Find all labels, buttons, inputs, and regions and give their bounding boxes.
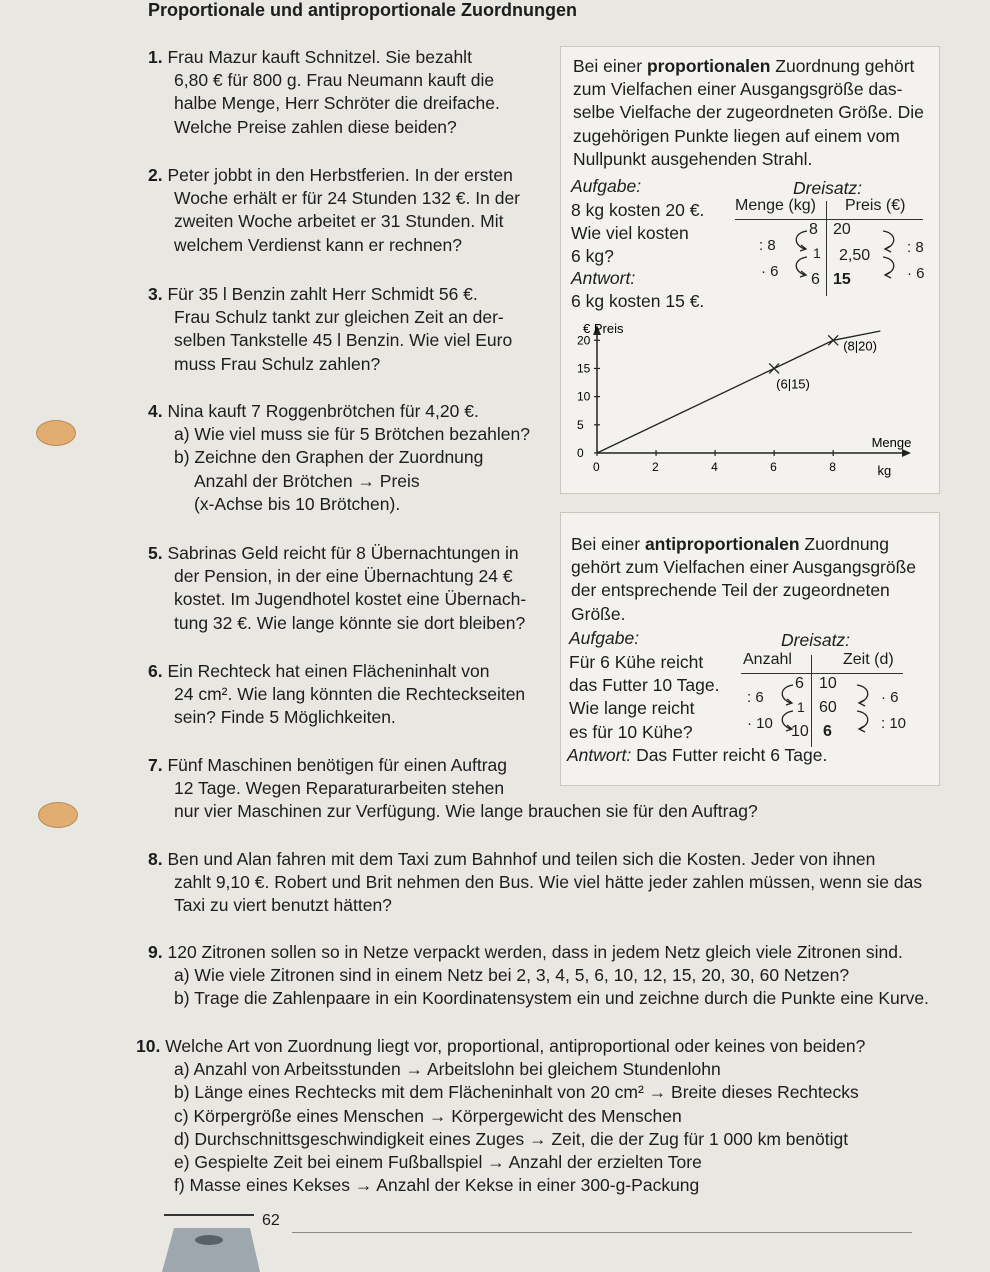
task-number: 1. <box>148 47 163 67</box>
task-text: b) Länge eines Rechtecks mit dem Flächeninhalt von 20 cm² → Breite dieses Rechtecks <box>174 1082 859 1103</box>
task-text: halbe Menge, Herr Schröter die dreifache. <box>174 93 500 114</box>
y-tick-label: 5 <box>577 417 584 432</box>
y-tick-label: 10 <box>577 389 591 404</box>
dreisatz-label: Dreisatz: <box>793 178 863 198</box>
antwort-text: 6 kg kosten 15 €. <box>571 291 705 311</box>
task-text: (x-Achse bis 10 Brötchen). <box>194 493 401 514</box>
y-tick-label: 0 <box>577 446 584 460</box>
table-cell: 6 <box>811 271 820 288</box>
table-cell: 1 <box>797 699 805 715</box>
task-number: 8. <box>148 849 163 869</box>
task-text: Welche Art von Zuordnung liegt vor, proportional, antiproportional oder keines von beiden? <box>165 1036 866 1056</box>
table-rule <box>741 673 903 674</box>
table-header: Preis (€) <box>845 197 906 214</box>
table-rule <box>735 219 923 220</box>
box-keyword: proportionalen <box>646 56 771 76</box>
task-text: Ein Rechteck hat einen Flächeninhalt von <box>167 661 490 681</box>
box-text: Zuordnung <box>799 534 890 554</box>
antwort-label: Antwort: <box>567 745 632 765</box>
box-text: Nullpunkt ausgehenden Strahl. <box>573 148 813 169</box>
aufgabe-text: Wie viel kosten <box>571 223 689 244</box>
task-text: muss Frau Schulz zahlen? <box>174 353 381 374</box>
task-text: b) Trage die Zahlenpaare in ein Koordinatensystem ein und zeichne durch die Punkte eine Kurve. <box>174 988 929 1009</box>
table-cell: 20 <box>833 221 851 238</box>
task-3 <box>148 283 548 376</box>
table-header: Anzahl <box>743 651 792 668</box>
task-number: 6. <box>148 661 163 681</box>
task-4 <box>148 400 548 516</box>
task-number: 9. <box>148 942 163 962</box>
box-text: selbe Vielfache der zugeordneten Größe. Die <box>573 102 924 123</box>
task-text: nur vier Maschinen zur Verfügung. Wie lange brauchen sie für den Auftrag? <box>174 801 758 822</box>
task-text: a) Wie viele Zitronen sind in einem Netz bei 2, 3, 4, 5, 6, 10, 12, 15, 20, 30, 60 Netzen? <box>174 965 850 986</box>
task-text: e) Gespielte Zeit bei einem Fußballspiel → Anzahl der erzielten Tore <box>174 1152 702 1173</box>
box-text: zugehörigen Punkte liegen auf einem vom <box>573 125 900 146</box>
series-line <box>597 331 880 453</box>
data-point-marker <box>769 363 779 373</box>
table-cell: 10 <box>791 723 809 740</box>
box-text: Zuordnung gehört <box>770 56 915 76</box>
table-header: Menge (kg) <box>735 197 816 214</box>
task-text: 6,80 € für 800 g. Frau Neumann kauft die <box>174 70 495 91</box>
task-text: kostet. Im Jugendhotel kostet eine Übernach- <box>174 589 527 610</box>
aufgabe-text: es für 10 Kühe? <box>569 721 693 742</box>
task-text: selben Tankstelle 45 l Benzin. Wie viel Euro <box>174 330 513 351</box>
task-text: Taxi zu viert benutzt hätten? <box>174 895 392 916</box>
operation-label: · 10 <box>747 715 773 732</box>
table-cell: 15 <box>833 271 851 288</box>
task-number: 10. <box>136 1036 161 1056</box>
task-text: 12 Tage. Wegen Reparaturarbeiten stehen <box>174 778 505 799</box>
table-cell: 8 <box>809 221 818 238</box>
box-keyword: antiproportionalen <box>644 534 800 554</box>
data-point-label: (6|15) <box>776 376 810 392</box>
task-number: 3. <box>148 284 163 304</box>
task-text: Frau Schulz tankt zur gleichen Zeit an der- <box>174 307 504 328</box>
task-number: 2. <box>148 165 163 185</box>
aufgabe-label: Aufgabe: <box>571 176 642 196</box>
box-text: Bei einer <box>573 56 647 76</box>
table-cell: 6 <box>795 675 804 692</box>
task-text: Für 35 l Benzin zahlt Herr Schmidt 56 €. <box>167 284 478 304</box>
table-cell: 10 <box>819 675 837 692</box>
task-text: Peter jobbt in den Herbstferien. In der ersten <box>167 165 513 185</box>
aufgabe-text: das Futter 10 Tage. <box>569 675 720 696</box>
task-number: 4. <box>148 401 163 421</box>
info-box-proportional <box>560 46 940 494</box>
left-arrows <box>771 679 801 751</box>
task-text: b) Zeichne den Graphen der Zuordnung <box>174 447 484 468</box>
task-text: tung 32 €. Wie lange könnte sie dort bleiben? <box>174 612 526 633</box>
task-1 <box>148 46 548 139</box>
page-number: 62 <box>262 1212 280 1229</box>
antwort-text: Das Futter reicht 6 Tage. <box>631 745 828 765</box>
task-text: 120 Zitronen sollen so in Netze verpackt werden, dass in jedem Netz gleich viele Zitronen sind. <box>167 942 903 962</box>
footer-line <box>292 1232 912 1233</box>
binder-hole <box>38 802 78 828</box>
task-6 <box>148 660 548 730</box>
operation-label: : 6 <box>747 689 764 706</box>
right-arrows <box>849 679 879 751</box>
y-axis-label: € Preis <box>583 321 624 336</box>
operation-label: · 6 <box>761 263 779 280</box>
task-text: a) Wie viel muss sie für 5 Brötchen bezahlen? <box>174 424 530 445</box>
footer-decoration <box>154 1222 264 1272</box>
aufgabe-text: Für 6 Kühe reicht <box>569 652 704 672</box>
x-tick-label: 0 <box>593 460 600 474</box>
data-point-label: (8|20) <box>843 338 877 354</box>
table-cell: 1 <box>813 245 821 261</box>
task-text: Anzahl der Brötchen → Preis <box>194 470 420 491</box>
x-tick-label: 6 <box>770 460 777 474</box>
aufgabe-text: 6 kg? <box>571 246 614 267</box>
task-text: Fünf Maschinen benötigen für einen Auftrag <box>167 755 508 775</box>
footer-rule <box>164 1214 254 1216</box>
y-tick-label: 15 <box>577 361 591 376</box>
task-text: Frau Mazur kauft Schnitzel. Sie bezahlt <box>167 47 472 67</box>
task-text: f) Masse eines Kekses → Anzahl der Kekse in einer 300-g-Packung <box>174 1175 700 1196</box>
left-arrows <box>785 225 815 297</box>
table-rule <box>811 655 812 747</box>
task-text: a) Anzahl von Arbeitsstunden → Arbeitslohn bei gleichem Stundenlohn <box>174 1059 721 1080</box>
task-text: 24 cm². Wie lang könnten die Rechteckseiten <box>174 684 526 705</box>
operation-label: : 8 <box>759 237 776 254</box>
dreisatz-label: Dreisatz: <box>781 630 851 650</box>
task-text: Sabrinas Geld reicht für 8 Übernachtungen in <box>167 543 519 563</box>
task-number: 5. <box>148 543 163 563</box>
operation-label: : 8 <box>907 239 924 256</box>
table-rule <box>826 201 827 296</box>
task-text: der Pension, in der eine Übernachtung 24 € <box>174 566 513 587</box>
page-title: Proportionale und antiproportionale Zuordnungen <box>148 0 577 20</box>
task-text: Welche Preise zahlen diese beiden? <box>174 116 457 137</box>
box-text: Bei einer <box>571 534 645 554</box>
x-tick-label: 2 <box>652 460 659 474</box>
table-cell: 60 <box>819 699 837 716</box>
x-tick-label: 4 <box>711 460 718 474</box>
box-text: gehört zum Vielfachen einer Ausgangsgröße <box>571 557 917 578</box>
aufgabe-label: Aufgabe: <box>569 628 640 648</box>
box-text: der entsprechende Teil der zugeordneten <box>571 580 890 601</box>
aufgabe-text: 8 kg kosten 20 €. <box>571 200 705 220</box>
table-cell: 2,50 <box>839 247 871 264</box>
dreisatz-table <box>733 651 933 751</box>
right-arrows <box>875 225 905 297</box>
binder-hole <box>36 420 76 446</box>
task-text: zahlt 9,10 €. Robert und Brit nehmen den Bus. Wie viel hätte jeder zahlen müssen, wenn sie das <box>174 872 923 893</box>
dreisatz-table <box>735 197 935 297</box>
task-5 <box>148 542 548 635</box>
task-text: d) Durchschnittsgeschwindigkeit eines Zuges → Zeit, die der Zug für 1 000 km benötigt <box>174 1128 849 1149</box>
operation-label: · 6 <box>881 689 899 706</box>
x-axis-label: Menge <box>871 435 912 450</box>
task-text: welchem Verdienst kann er rechnen? <box>174 234 462 255</box>
y-tick-label: 20 <box>577 333 591 348</box>
operation-label: : 10 <box>881 715 907 732</box>
task-text: sein? Finde 5 Möglichkeiten. <box>174 707 396 728</box>
operation-label: · 6 <box>907 265 925 282</box>
task-text: Ben und Alan fahren mit dem Taxi zum Bahnhof und teilen sich die Kosten. Jeder von ihnen <box>167 849 876 869</box>
proportional-graph <box>567 313 933 483</box>
table-cell: 6 <box>823 723 832 740</box>
info-box-antiproportional <box>560 512 940 786</box>
x-tick-label: 8 <box>829 460 836 474</box>
task-number: 7. <box>148 755 163 775</box>
task-10 <box>136 1035 956 1197</box>
x-axis-unit: kg <box>877 463 892 478</box>
box-text: Größe. <box>571 603 626 624</box>
task-text: Woche erhält er für 24 Stunden 132 €. In der <box>174 188 521 209</box>
antwort-label: Antwort: <box>571 268 636 288</box>
x-axis-arrow <box>902 449 911 457</box>
aufgabe-text: Wie lange reicht <box>569 698 695 719</box>
box-text: zum Vielfachen einer Ausgangsgröße das- <box>573 79 903 100</box>
task-9 <box>148 941 948 1011</box>
task-8 <box>148 848 948 918</box>
table-header: Zeit (d) <box>843 651 894 668</box>
task-text: c) Körpergröße eines Menschen → Körpergewicht des Menschen <box>174 1105 682 1126</box>
task-2 <box>148 164 558 257</box>
task-text: Nina kauft 7 Roggenbrötchen für 4,20 €. <box>167 401 479 421</box>
task-text: zweiten Woche arbeitet er 31 Stunden. Mit <box>174 211 504 232</box>
